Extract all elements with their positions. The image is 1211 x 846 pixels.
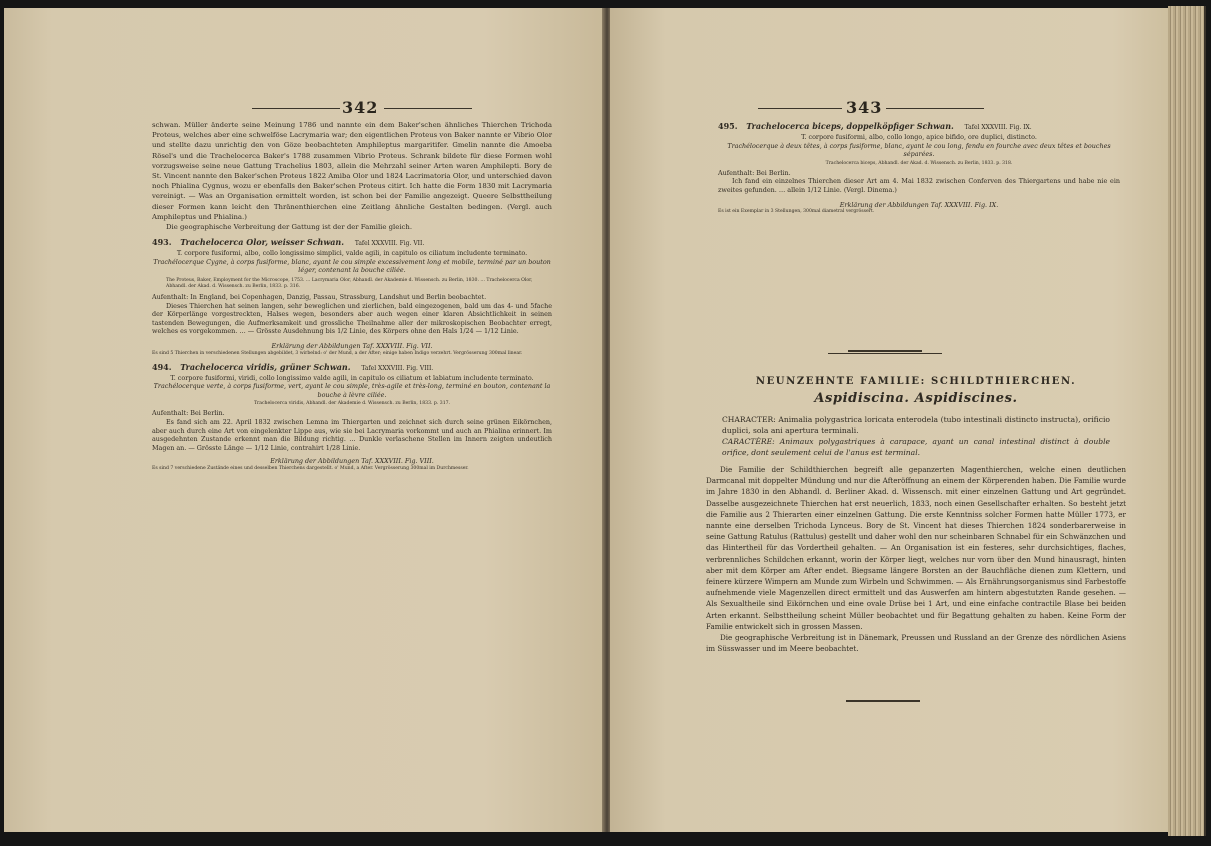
right-page — [610, 8, 1168, 832]
end-ornament-rule — [846, 700, 920, 702]
species-name: Trachelocerca Olor, weisser Schwan. — [180, 237, 345, 248]
species-description: Es fand sich am 22. April 1832 zwischen Lemna im Thiergarten und zeichnet sich durch seine grünen Eikörnchen, aber auch durch eine Art von eingelenkter Lippe aus, wie sie bei Lacrymaria vorkommt und auch an Phialina erinnert. Im ausgedehnten Zustande erkennt man die Bildung richtig. … Dunkle verlaschene Stellen im Innern zeigten undeutlich Magen an. — Grösste Länge — 1/12 Linie, contrahirt 1/28 Linie. — [152, 417, 552, 452]
plate-reference: Tafel XXXVIII. Fig. VII. — [354, 240, 425, 248]
french-diagnosis: Trachélocerque à deux têtes, à corps fusiforme, blanc, ayant le cou long, fendu en fourche avec deux têtes et bouches séparées. — [727, 141, 1111, 159]
latin-diagnosis: T. corpore fusiformi, albo, collo longo, apice bifido, ore duplici, distincto. — [801, 133, 1037, 141]
synonymy: Trachelocerca viridis, Abhandl. der Akademie d. Wissensch. zu Berlin, 1833. p. 317. — [253, 401, 451, 407]
page-number-rule-right — [886, 108, 984, 109]
latin-diagnosis: T. corpore fusiformi, viridi, collo longissimo valde agili, in capitulo os ciliatum et labiatum includente terminato. — [170, 373, 534, 382]
intro-paragraph: schwan. Müller änderte seine Meinung 1786 und nannte ein dem Baker'schen ähnliches Thierchen Trichoda Proteus, welches aber eine schwelföse Lacrymaria war; den eigentlichen Proteus von Baker nannte er Vibrio Olor und stellte dazu unrichtig den von Göze beobachteten Amphileptus margaritifer. Gmelin nannte die Amoeba Rösel's und die Trachelocerca Baker's 1788 zusammen Vibrio Proteus. Schrank bildete für diese Formen wohl vorzugsweise seine neue Gattung Trachelius 1803, allein die Mehrzahl seiner Arten waren Amphilepti. Bory de St. Vincent nannte den Baker'schen Proteus 1822 Amiba Olor und 1824 Lacrimatoria Olor, und unterschied davon noch Phialina Cygnus, wozu er ebenfalls den Baker'schen Proteus citirt. Ich hatte die Form 1830 mit Lacrymaria vereinigt. — Was an Organisation ermittelt worden, ist schon bei der Familie angezeigt. Queere Selbsttheilung dieser Formen kann leicht den Thränenthierchen eine Zeitlang ähnliche Gestalten bedingen. (Vergl. auch Amphileptus und Phialina.) — [152, 121, 552, 221]
species-number: 493. — [152, 237, 172, 248]
section-ornament-rule-thin — [828, 353, 942, 354]
species-494-header — [152, 362, 552, 374]
habitat: Aufenthalt: Bei Berlin. — [152, 409, 225, 418]
habitat: Aufenthalt: In England, bei Copenhagen, Danzig, Passau, Strassburg, Landshut und Berlin beobachtet. — [152, 293, 487, 302]
left-page — [4, 8, 604, 832]
page-number: 343 — [846, 98, 883, 117]
figure-explanation: Es sind 5 Thierchen in verschiedenen Stellungen abgebildet, 3 wirbelnd: o' der Mund, a der After; einige haben Indigo verzehrt. Vergrösserung 300mal linear. — [152, 350, 523, 356]
synonymy: The Proteus, Baker, Employment for the Microscope, 1753. … Lacrymaria Olor, Abhandl. der Akademie d. Wissensch. zu Berlin, 1830. … Trachelocerca Olor, Abhandl. der Akad. d. Wissensch. zu Berlin, 1833. p. 316. — [166, 278, 533, 290]
figure-explanation-title: Erklärung der Abbildungen Taf. XXXVIII. Fig. VIII. — [270, 457, 434, 466]
family-character-french: CARACTÈRE: Animaux polygastriques à carapace, ayant un canal intestinal distinct à double orifice, dont seulement celui de l'anus est terminal. — [722, 437, 1110, 457]
synonymy: Trachelocerca biceps, Abhandl. der Akad. d. Wissensch. zu Berlin, 1833. p. 318. — [825, 160, 1013, 166]
family-geography: Die geographische Verbreitung ist in Dänemark, Preussen und Russland an der Grenze des nördlichen Asiens im Süsswasser und im Meere beobachtet. — [706, 633, 1126, 654]
species-description: Ich fand ein einzelnes Thierchen dieser Art am 4. Mai 1832 zwischen Conferven des Thiergartens und habe nie ein zweites gefunden. … allein 1/12 Linie. (Vergl. Dinema.) — [718, 177, 1120, 194]
intro-geography: Die geographische Verbreitung der Gattung ist der der Familie gleich. — [166, 223, 413, 232]
figure-explanation: Es ist ein Exemplar in 3 Stellungen, 300mal diametral vergrössert. — [718, 209, 875, 215]
species-number: 494. — [152, 361, 172, 372]
figure-explanation-title: Erklärung der Abbildungen Taf. XXXVIII. Fig. VII. — [271, 341, 433, 350]
french-diagnosis: Trachélocerque Cygne, à corps fusiforme, blanc, ayant le cou simple excessivement long et mobile, terminé par un bouton léger, contenant la bouche ciliée. — [153, 257, 551, 275]
plate-reference: Tafel XXXVIII. Fig. IX. — [964, 124, 1032, 131]
family-title: NEUNZEHNTE FAMILIE: SCHILDTHIERCHEN. — [755, 376, 1077, 387]
family-character-latin: CHARACTER: Animalia polygastrica loricata enterodela (tubo intestinali distincto instructa), orificio duplici, sola ani apertura terminali. — [722, 415, 1110, 435]
page-number-rule-right — [384, 108, 472, 109]
species-name: Trachelocerca biceps, doppelköpfiger Schwan. — [746, 121, 954, 131]
species-name: Trachelocerca viridis, grüner Schwan. — [180, 361, 351, 372]
plate-reference: Tafel XXXVIII. Fig. VIII. — [361, 364, 434, 372]
species-495-header — [718, 121, 1120, 133]
french-diagnosis: Trachélocerque verte, à corps fusiforme, vert, ayant le cou simple, très-agile et très-long, terminé en bouton, contenant la bouche à lèvre ciliée. — [153, 382, 551, 399]
section-ornament-rule — [848, 350, 922, 352]
page-number-rule-left — [758, 108, 842, 109]
species-493-header — [152, 237, 552, 249]
book-page-edges — [1168, 6, 1206, 836]
family-description: Die Familie der Schildthierchen begreift alle gepanzerten Magenthierchen, welche einen deutlichen Darmcanal mit doppelter Mündung und nur die Afteröffnung an einem der Körperenden haben. Die Familie wurde im Jahre 1830 in den Abhandl. d. Berliner Akad. d. Wissensch. mit einer einzelnen Gattung und Art gegründet. Dasselbe ausgezeichnete Thierchen hat erst neuerlich, 1833, noch einen Gesellschafter erhalten. So besteht jetzt die Familie aus 2 Thierarten einer einzelnen Gattung. Die erste Kenntniss solcher Formen hatte Müller 1773, er nannte eine derselben Trichoda Lynceus. Bory de St. Vincent hat dieses Thierchen 1824 sonderbarerweise in seine Gattung Ratulus (Rattulus) gestellt und daher wohl den nur scheinbaren Schnabel für ein Schwänzchen und das Hintertheil für das Vordertheil gehalten. — An Organisation ist ein festeres, sehr durchsichtiges, flaches, verbrennliches Schildchen erkannt, worin der Körper liegt, welches nur vorn über den Mund hinausragt, hinten aber mit dem Körper am After endet. Biegsame längere Borsten an der Bauchfläche dienen zum Klettern, und feinere kürzere Wimpern am Munde zum Wirbeln und Schwimmen. — Als Ernährungsorganismus sind Farbestoffe aufnehmende viele Magenzellen direct ermittelt und das Auswerfen am hintern abgestutzten Rande gesehen. — Als Sexualtheile sind Eikörnchen und eine ovale Drüse bei 1 Art, und eine einfache contractile Blase bei beiden Arten erkannt. Selbsttheilung scheint Müller beobachtet und für Begattung gehalten zu haben. Keine Form der Familie entwickelt sich in grossen Massen. — [706, 465, 1126, 631]
page-number-rule-left — [252, 108, 340, 109]
page-number: 342 — [342, 98, 379, 117]
figure-explanation-title: Erklärung der Abbildungen Taf. XXXVIII. Fig. IX. — [839, 200, 999, 209]
species-number: 495. — [718, 121, 738, 131]
habitat: Aufenthalt: Bei Berlin. — [718, 168, 791, 177]
species-description: Dieses Thierchen hat seinen langen, sehr beweglichen und zierlichen, bald eingezogenen, bald um das 4- und 5fache der Körperlänge vorgestreckten, Halses wegen, besonders aber auch wegen einer klaren Absichtlichkeit in seinen tastenden Bewegungen, die Aufmerksamkeit und grossliche Theilnahme aller der mikroskopischen Beobachter erregt, welches es vorgekommen. … — Grösste Ausdehnung bis 1/2 Linie, des Körpers ohne den Hals 1/24 — 1/12 Linie. — [152, 301, 552, 336]
figure-explanation: Es sind 7 verschiedene Zustände eines und desselben Thierchens dargestellt. o' Mund, a After. Vergrösserung 300mal im Durchmesser. — [152, 465, 469, 471]
family-subtitle: Aspidiscina. Aspidiscines. — [814, 391, 1018, 406]
latin-diagnosis: T. corpore fusiformi, albo, collo longissimo simplici, valde agili, in capitulo os ciliatum includente terminato. — [176, 249, 528, 258]
